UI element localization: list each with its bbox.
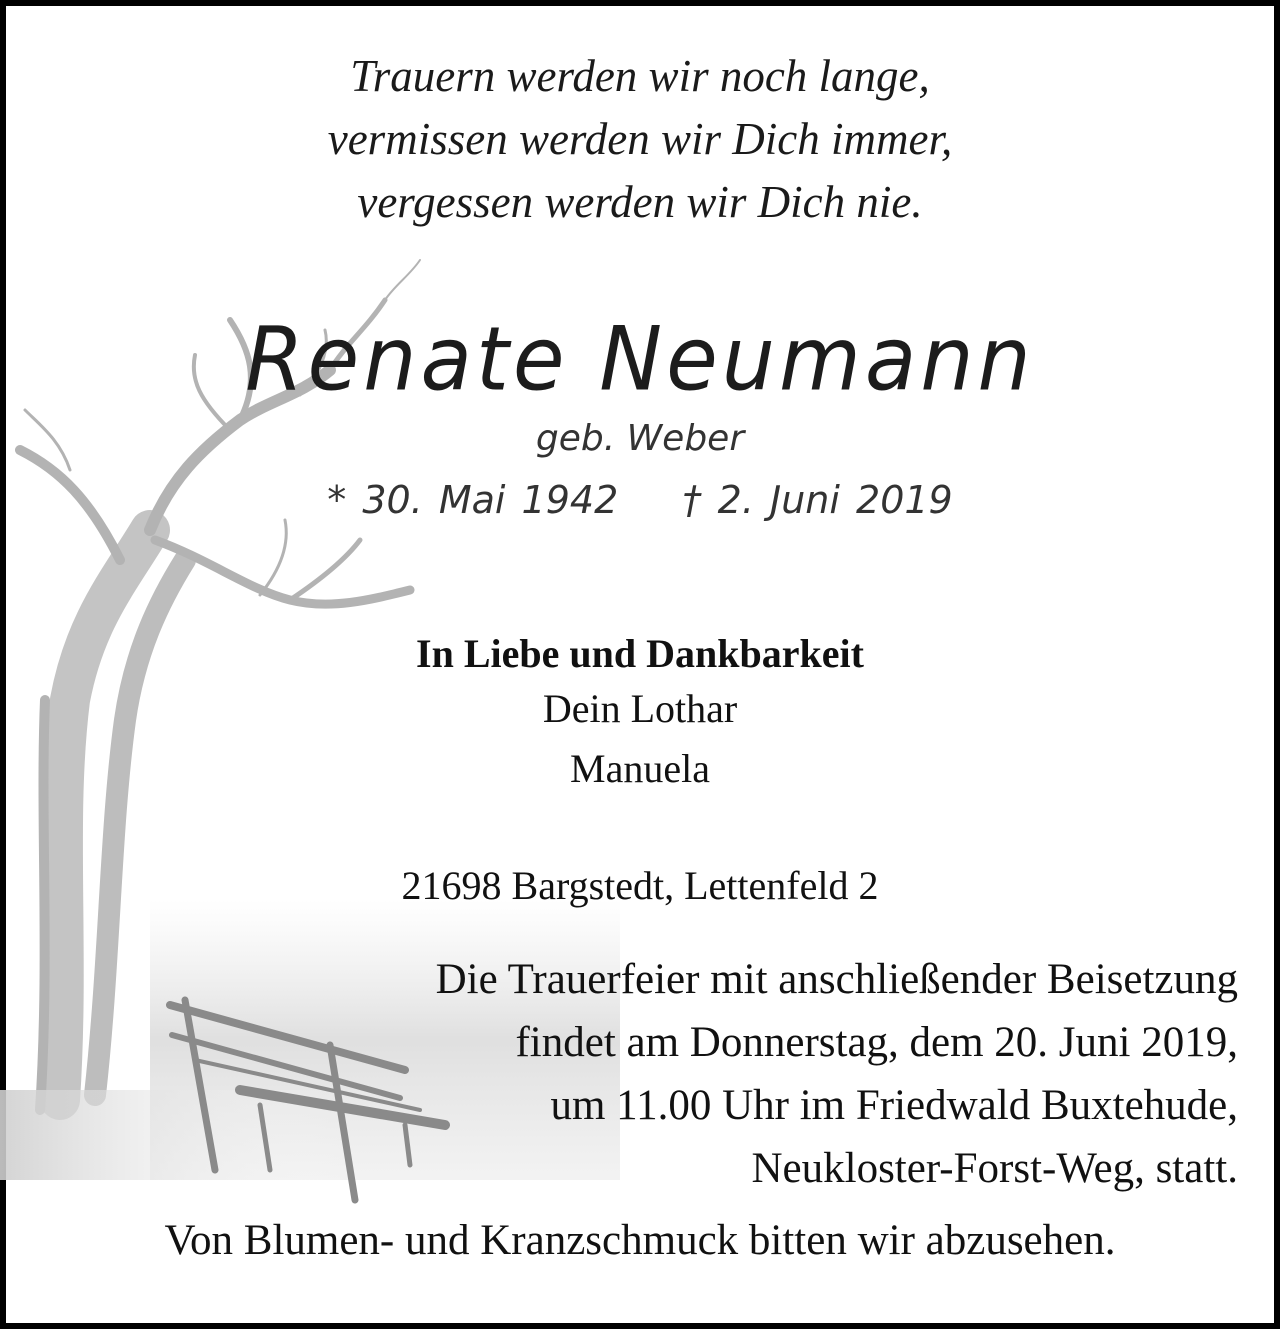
mourner-name: Manuela — [570, 746, 710, 791]
death-date: † 2. Juni 2019 — [682, 478, 953, 522]
ceremony-line-4: Neukloster-Forst-Weg, statt. — [751, 1145, 1238, 1192]
verse-line-2: vermissen werden wir Dich immer, — [327, 114, 953, 164]
life-dates — [0, 478, 1280, 522]
mourner-address: 21698 Bargstedt, Lettenfeld 2 — [401, 863, 879, 908]
ceremony-line-2: findet am Donnerstag, dem 20. Juni 2019, — [515, 1019, 1238, 1066]
mourners-heading: In Liebe und Dankbarkeit — [416, 631, 864, 676]
verse-line-3: vergessen werden wir Dich nie. — [357, 177, 923, 227]
maiden-name: geb. Weber — [535, 418, 745, 459]
deceased-name: Renate Neumann — [245, 307, 1035, 411]
mourner-name: Dein Lothar — [542, 686, 738, 731]
ceremony-line-1: Die Trauerfeier mit anschließender Beisetzung — [435, 956, 1238, 1003]
verse-line-1: Trauern werden wir noch lange, — [350, 51, 930, 101]
closing-note: Von Blumen- und Kranzschmuck bitten wir abzusehen. — [164, 1217, 1116, 1264]
ceremony-line-3: um 11.00 Uhr im Friedwald Buxtehude, — [550, 1082, 1238, 1129]
birth-date: * 30. Mai 1942 — [327, 478, 619, 522]
